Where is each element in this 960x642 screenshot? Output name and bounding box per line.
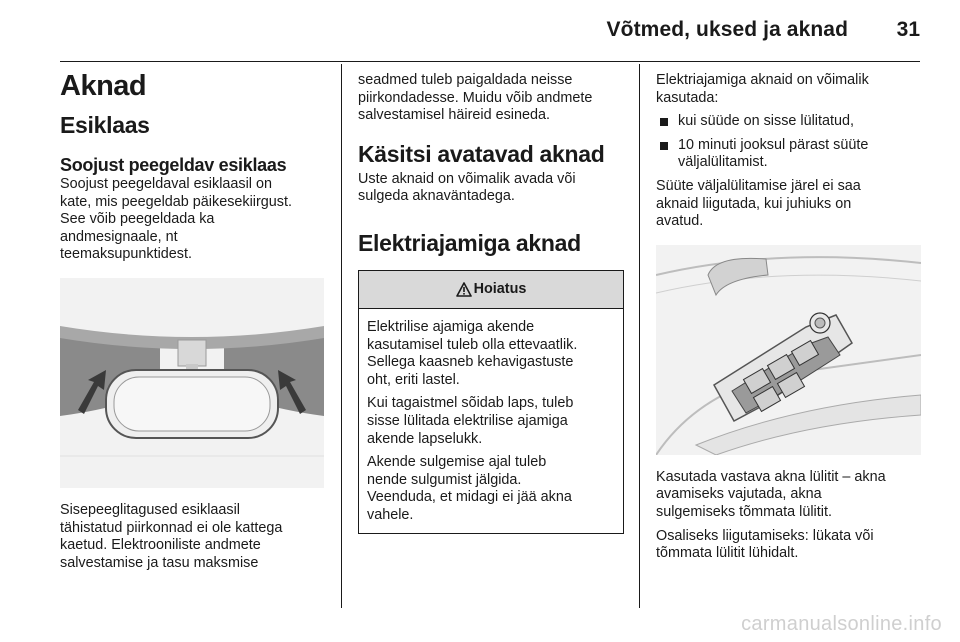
bullet-square-icon — [660, 142, 668, 150]
paragraph — [656, 469, 921, 522]
paragraph — [367, 395, 617, 448]
text-line: Elektriajamiga aknaid on võimalik — [656, 72, 869, 88]
bullet-square-icon — [660, 118, 668, 126]
text-line: tähistatud piirkonnad ei ole kattega — [60, 519, 283, 536]
text-line: Veenduda, et midagi ei jää akna — [367, 489, 572, 506]
text-line: Kui tagaistmel sõidab laps, tuleb — [367, 395, 574, 412]
paragraph — [656, 528, 921, 563]
paragraph — [367, 454, 617, 524]
column-1 — [60, 66, 324, 572]
text-line: oht, eriti lastel. — [367, 371, 460, 388]
text-line: nende sulgumist jälgida. — [367, 471, 522, 488]
subsection-heading: Esiklaas — [60, 112, 150, 138]
text-line: teemaksupunktidest. — [60, 246, 192, 263]
door-window-switch-illustration — [656, 245, 921, 455]
text-line: tõmmata lülitit lühidalt. — [656, 545, 799, 562]
rearview-mirror-illustration — [60, 278, 324, 488]
paragraph — [358, 171, 624, 206]
paragraph — [60, 176, 324, 264]
text-line: Süüte väljalülitamise järel ei saa — [656, 177, 861, 194]
text-line: sulgemiseks tõmmata lülitit. — [656, 503, 832, 520]
text-line: 10 minuti jooksul pärast süüte — [678, 136, 869, 153]
text-line: kasutada: — [656, 89, 719, 106]
page-header — [0, 0, 960, 62]
column-divider — [639, 64, 640, 608]
text-line: salvestamisel häireid esineda. — [358, 107, 550, 124]
text-line: Uste aknaid on võimalik avada või — [358, 170, 576, 187]
topic-heading: Soojust peegeldav esiklaas — [60, 155, 287, 175]
text-line: Soojust peegeldaval esiklaasil on — [60, 176, 273, 192]
text-line: Kasutada vastava akna lülitit – akna — [656, 468, 886, 485]
text-line: vahele. — [367, 506, 414, 523]
text-line: Sellega kaasneb kehavigastuste — [367, 354, 574, 371]
text-line: Akende sulgemise ajal tuleb — [367, 454, 547, 471]
text-line: akende lapselukk. — [367, 430, 483, 447]
warning-triangle-icon — [456, 282, 472, 297]
warning-body — [359, 309, 623, 533]
section-heading: Elektriajamiga aknad — [358, 229, 581, 256]
column-2 — [358, 72, 624, 534]
chapter-title: Võtmed, uksed ja aknad — [606, 18, 848, 41]
column-3 — [656, 72, 921, 563]
text-line: See võib peegeldada ka — [60, 211, 215, 228]
text-line: avatud. — [656, 213, 704, 230]
text-line: Sisepeeglitagused esiklaasil — [60, 501, 240, 518]
paragraph — [358, 72, 624, 125]
text-line: Elektrilise ajamiga akende — [367, 318, 535, 335]
watermark: carmanualsonline.info — [741, 613, 942, 635]
text-line: avamiseks vajutada, akna — [656, 486, 822, 503]
section-heading: Käsitsi avatavad aknad — [358, 140, 605, 167]
paragraph — [656, 72, 921, 107]
header-rule — [60, 61, 920, 62]
warning-header — [359, 271, 623, 309]
text-line: kate, mis peegeldab päikesekiirgust. — [60, 193, 292, 210]
column-divider — [341, 64, 342, 608]
text-line: andmesignaale, nt — [60, 228, 178, 245]
text-line: piirkondadesse. Muidu võib andmete — [358, 89, 593, 106]
text-line: aknaid liigutada, kui juhiuks on — [656, 195, 852, 212]
text-line: seadmed tuleb paigaldada neisse — [358, 72, 573, 88]
warning-title: Hoiatus — [473, 281, 527, 298]
text-line: sisse lülitada elektrilise ajamiga — [367, 412, 568, 429]
text-line: väljalülitamist. — [678, 154, 768, 171]
mirror-figure — [60, 278, 324, 488]
section-heading: Aknad — [60, 70, 147, 102]
window-switch-figure — [656, 245, 921, 455]
paragraph — [656, 178, 921, 231]
page-number: 31 — [896, 18, 920, 41]
warning-box — [358, 270, 624, 534]
text-line: salvestamise ja tasu maksmise — [60, 554, 259, 571]
text-line: kasutamisel tuleb olla ettevaatlik. — [367, 336, 578, 353]
list-item — [656, 137, 921, 172]
text-line: kui süüde on sisse lülitatud, — [678, 113, 854, 130]
text-line: kaetud. Elektrooniliste andmete — [60, 537, 261, 554]
paragraph — [367, 319, 617, 389]
text-line: Osaliseks liigutamiseks: lükata või — [656, 527, 874, 544]
text-line: sulgeda aknaväntadega. — [358, 188, 515, 205]
paragraph — [60, 502, 324, 572]
list-item — [656, 113, 921, 131]
